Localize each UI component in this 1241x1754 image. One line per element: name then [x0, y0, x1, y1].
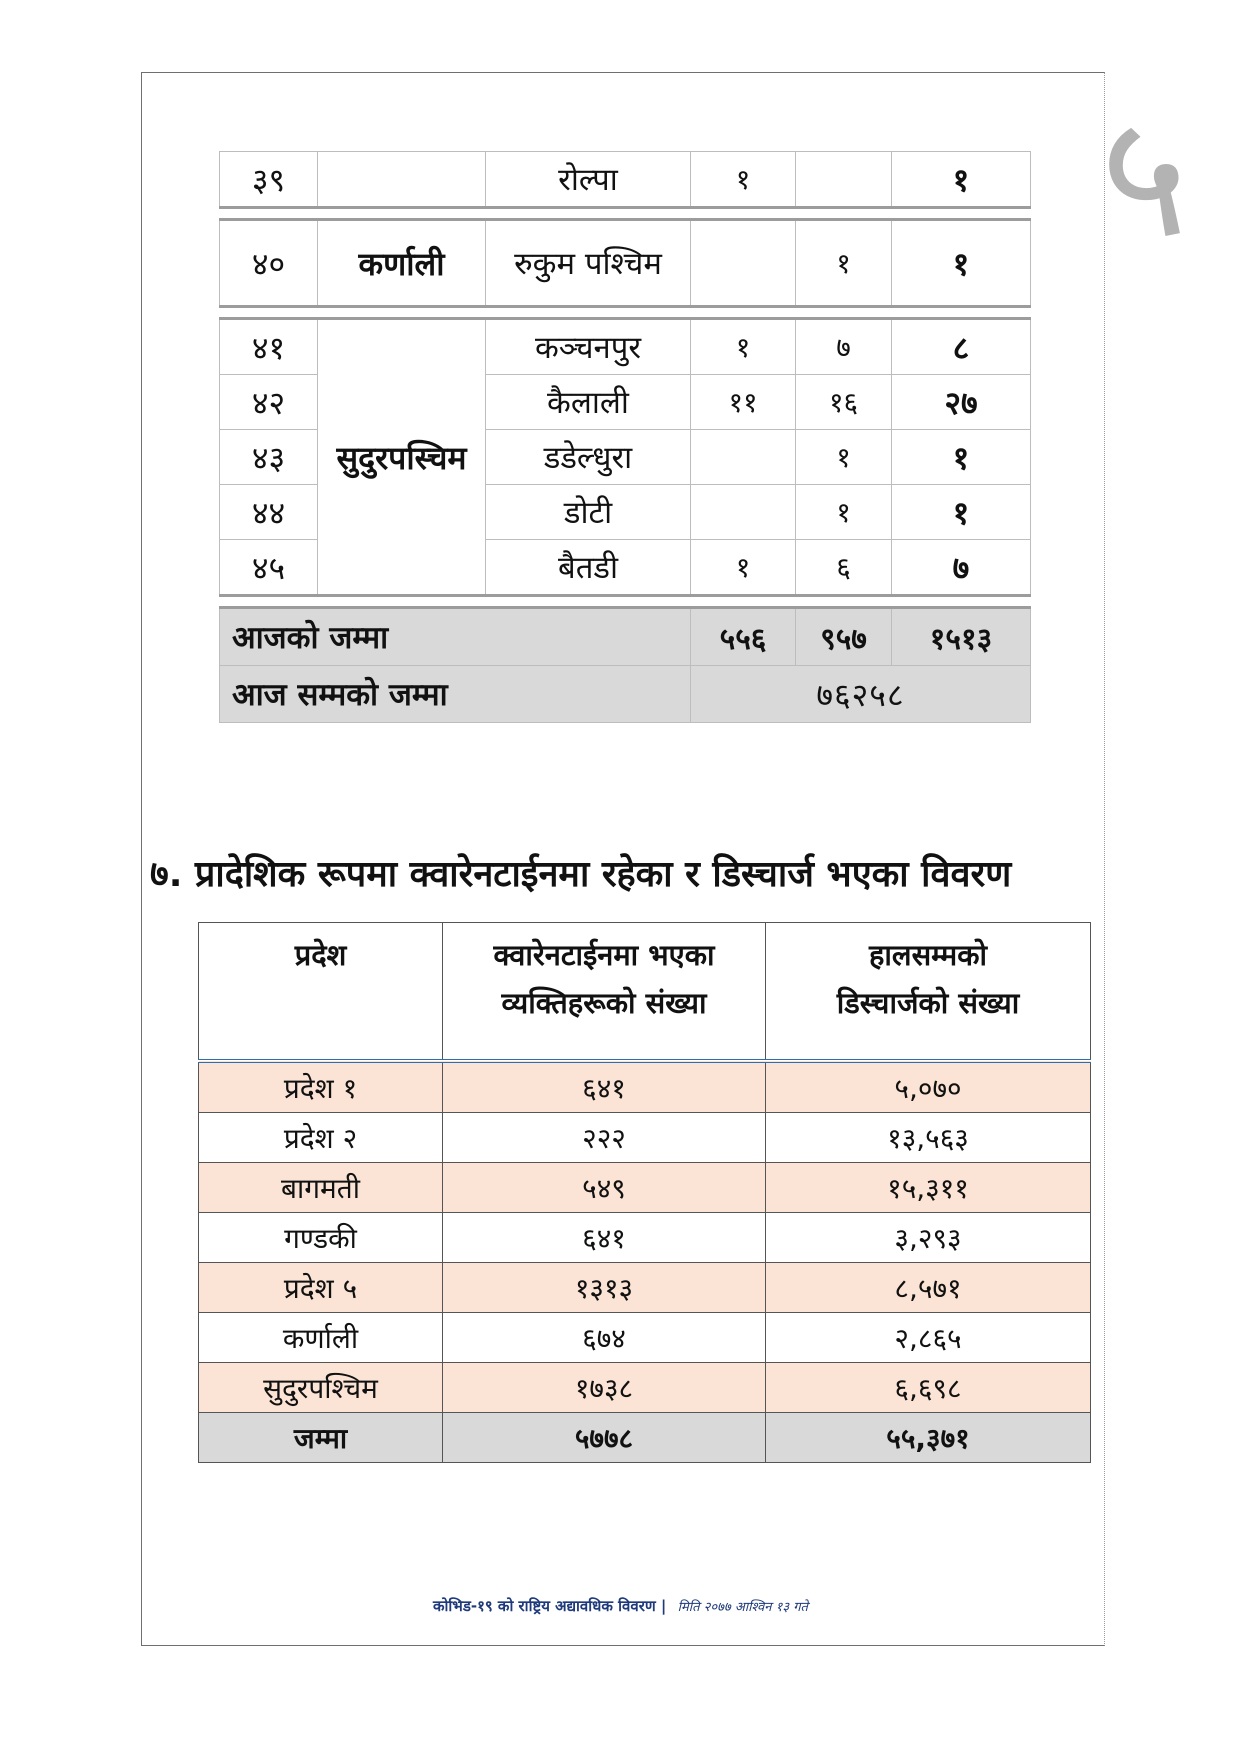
serial-cell: ४५	[220, 540, 318, 596]
district-cell: कैलाली	[486, 375, 691, 430]
row-separator	[220, 596, 1031, 608]
count-cell: १	[796, 430, 892, 485]
count-cell	[691, 485, 796, 540]
total-label: जम्मा	[199, 1413, 443, 1463]
total-discharge: ५५,३७१	[766, 1413, 1091, 1463]
header-discharge-line2: डिस्चार्जको संख्या	[836, 986, 1020, 1020]
quarantine-cell: २२२	[443, 1113, 766, 1163]
table-row	[220, 220, 1031, 307]
table-row	[220, 152, 1031, 208]
header-quarantine-line2: व्यक्तिहरूको संख्या	[501, 986, 707, 1020]
today-total-row	[220, 608, 1031, 666]
province-cell: सुदुरपश्चिम	[199, 1363, 443, 1413]
total-cell: १	[892, 152, 1031, 208]
quarantine-cell: ६४१	[443, 1061, 766, 1113]
quarantine-cell: ६७४	[443, 1313, 766, 1363]
total-quarantine: ५७७८	[443, 1413, 766, 1463]
district-table	[219, 151, 1031, 723]
total-cell: ७	[892, 540, 1031, 596]
district-cell: रुकुम पश्चिम	[486, 220, 691, 307]
province-cell	[318, 152, 486, 208]
count-cell: १	[691, 540, 796, 596]
table-row	[199, 1163, 1091, 1213]
count-cell: १	[691, 152, 796, 208]
page-number: ५	[1100, 78, 1189, 276]
table-row	[199, 1061, 1091, 1113]
discharge-cell: ६,६९८	[766, 1363, 1091, 1413]
discharge-cell: १५,३११	[766, 1163, 1091, 1213]
serial-cell: ४०	[220, 220, 318, 307]
table-row	[199, 1263, 1091, 1313]
district-cell: डोटी	[486, 485, 691, 540]
district-cell: रोल्पा	[486, 152, 691, 208]
count-cell: ७	[796, 319, 892, 375]
table-row	[220, 319, 1031, 375]
district-cell: बैतडी	[486, 540, 691, 596]
count-cell: १	[796, 485, 892, 540]
today-total-c2: ९५७	[796, 608, 892, 666]
table-row	[199, 1213, 1091, 1263]
footer-title: कोभिड-१९ को राष्ट्रिय अद्यावधिक विवरण |	[433, 1597, 667, 1615]
quarantine-cell: ५४९	[443, 1163, 766, 1213]
discharge-cell: ८,५७१	[766, 1263, 1091, 1313]
serial-cell: ४१	[220, 319, 318, 375]
header-discharge-line1: हालसम्मको	[869, 938, 987, 972]
count-cell	[691, 430, 796, 485]
today-total-label: आजको जम्मा	[220, 608, 691, 666]
header-quarantine	[443, 923, 766, 1062]
today-total-sum: १५१३	[892, 608, 1031, 666]
table-row	[199, 1313, 1091, 1363]
district-cell: कञ्चनपुर	[486, 319, 691, 375]
footer	[0, 1596, 1241, 1616]
province-cell: प्रदेश २	[199, 1113, 443, 1163]
header-province: प्रदेश	[199, 923, 443, 1062]
count-cell: ११	[691, 375, 796, 430]
row-separator	[220, 208, 1031, 220]
quarantine-cell: १३१३	[443, 1263, 766, 1313]
province-cell: कर्णाली	[318, 220, 486, 307]
province-cell: गण्डकी	[199, 1213, 443, 1263]
discharge-cell: १३,५६३	[766, 1113, 1091, 1163]
discharge-cell: ३,२९३	[766, 1213, 1091, 1263]
total-cell: १	[892, 220, 1031, 307]
quarantine-cell: १७३८	[443, 1363, 766, 1413]
total-cell: २७	[892, 375, 1031, 430]
province-cell: प्रदेश ५	[199, 1263, 443, 1313]
table-row	[199, 1113, 1091, 1163]
serial-cell: ४२	[220, 375, 318, 430]
district-cell: डडेल्धुरा	[486, 430, 691, 485]
count-cell: १६	[796, 375, 892, 430]
header-quarantine-line1: क्वारेनटाईनमा भएका	[493, 938, 715, 972]
total-cell: १	[892, 485, 1031, 540]
count-cell: १	[796, 220, 892, 307]
count-cell: १	[691, 319, 796, 375]
header-discharge	[766, 923, 1091, 1062]
quarantine-table	[198, 922, 1091, 1463]
serial-cell: ३९	[220, 152, 318, 208]
discharge-cell: ५,०७०	[766, 1061, 1091, 1113]
province-cell: बागमती	[199, 1163, 443, 1213]
cumulative-total-row	[220, 666, 1031, 723]
serial-cell: ४४	[220, 485, 318, 540]
province-cell: कर्णाली	[199, 1313, 443, 1363]
table-header	[199, 923, 1091, 1062]
discharge-cell: २,८६५	[766, 1313, 1091, 1363]
province-cell: प्रदेश १	[199, 1061, 443, 1113]
count-cell	[796, 152, 892, 208]
quarantine-cell: ६४१	[443, 1213, 766, 1263]
footer-date: मिति २०७७ आश्विन १३ गते	[677, 1600, 808, 1615]
count-cell: ६	[796, 540, 892, 596]
total-row	[199, 1413, 1091, 1463]
total-cell: ८	[892, 319, 1031, 375]
section-heading: ७. प्रादेशिक रूपमा क्वारेनटाईनमा रहेका र डिस्चार्ज भएका विवरण	[150, 854, 1012, 895]
province-cell: सुदुरपस्चिम	[318, 319, 486, 596]
cumulative-total-label: आज सम्मको जम्मा	[220, 666, 691, 723]
count-cell	[691, 220, 796, 307]
row-separator	[220, 307, 1031, 319]
cumulative-total-value: ७६२५८	[691, 666, 1031, 723]
serial-cell: ४३	[220, 430, 318, 485]
table-row	[199, 1363, 1091, 1413]
total-cell: १	[892, 430, 1031, 485]
today-total-c1: ५५६	[691, 608, 796, 666]
